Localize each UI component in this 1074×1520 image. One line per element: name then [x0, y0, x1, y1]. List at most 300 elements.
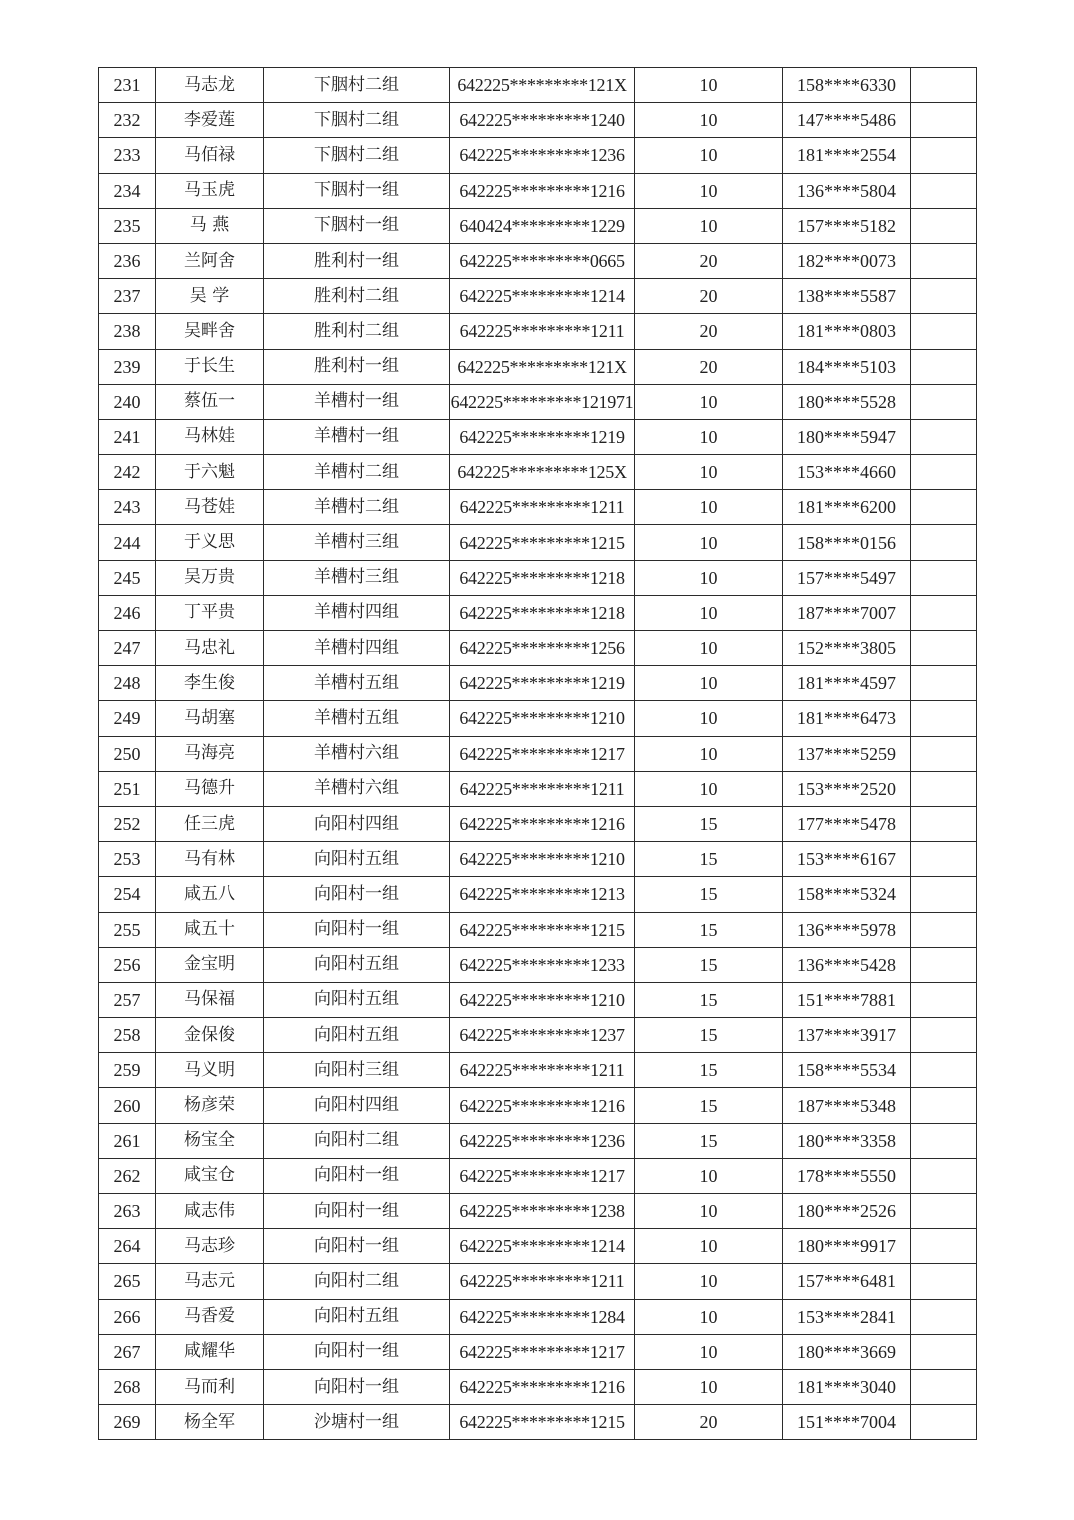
- row-number-cell: 242: [99, 455, 156, 490]
- village-group-cell: 向阳村一组: [264, 1229, 450, 1264]
- phone-number-cell: 136****5428: [783, 947, 911, 982]
- amount-cell: 15: [635, 1018, 783, 1053]
- village-group-cell: 羊槽村六组: [264, 771, 450, 806]
- row-number-cell: 238: [99, 314, 156, 349]
- village-group-cell: 下胭村二组: [264, 103, 450, 138]
- person-name-cell: 马保福: [156, 982, 264, 1017]
- amount-cell: 10: [635, 490, 783, 525]
- person-name-cell: 马志珍: [156, 1229, 264, 1264]
- id-number-cell: 642225*********1216: [450, 1369, 635, 1404]
- remark-cell: [911, 1405, 977, 1440]
- village-group-cell: 胜利村一组: [264, 349, 450, 384]
- table-row: [99, 1123, 977, 1158]
- remark-cell: [911, 736, 977, 771]
- village-group-cell: 向阳村一组: [264, 1369, 450, 1404]
- phone-number-cell: 136****5978: [783, 912, 911, 947]
- id-number-cell: 642225*********1233: [450, 947, 635, 982]
- table-row: [99, 1194, 977, 1229]
- person-name-cell: 马德升: [156, 771, 264, 806]
- village-group-cell: 胜利村二组: [264, 279, 450, 314]
- table-row: [99, 279, 977, 314]
- table-row: [99, 560, 977, 595]
- amount-cell: 20: [635, 1405, 783, 1440]
- row-number-cell: 262: [99, 1158, 156, 1193]
- amount-cell: 10: [635, 68, 783, 103]
- village-group-cell: 羊槽村三组: [264, 525, 450, 560]
- person-name-cell: 于六魁: [156, 455, 264, 490]
- table-row: [99, 1053, 977, 1088]
- amount-cell: 10: [635, 666, 783, 701]
- table-row: [99, 208, 977, 243]
- row-number-cell: 236: [99, 243, 156, 278]
- id-number-cell: 642225*********1218: [450, 595, 635, 630]
- phone-number-cell: 158****5324: [783, 877, 911, 912]
- remark-cell: [911, 279, 977, 314]
- village-group-cell: 羊槽村五组: [264, 701, 450, 736]
- table-row: [99, 173, 977, 208]
- id-number-cell: 642225*********1236: [450, 1123, 635, 1158]
- phone-number-cell: 181****6200: [783, 490, 911, 525]
- phone-number-cell: 180****3358: [783, 1123, 911, 1158]
- phone-number-cell: 178****5550: [783, 1158, 911, 1193]
- roster-table: [98, 67, 977, 1440]
- remark-cell: [911, 349, 977, 384]
- remark-cell: [911, 771, 977, 806]
- remark-cell: [911, 243, 977, 278]
- remark-cell: [911, 806, 977, 841]
- table-row: [99, 138, 977, 173]
- remark-cell: [911, 1158, 977, 1193]
- remark-cell: [911, 384, 977, 419]
- village-group-cell: 向阳村五组: [264, 947, 450, 982]
- phone-number-cell: 137****5259: [783, 736, 911, 771]
- phone-number-cell: 187****5348: [783, 1088, 911, 1123]
- remark-cell: [911, 912, 977, 947]
- remark-cell: [911, 666, 977, 701]
- row-number-cell: 268: [99, 1369, 156, 1404]
- remark-cell: [911, 1229, 977, 1264]
- row-number-cell: 244: [99, 525, 156, 560]
- row-number-cell: 232: [99, 103, 156, 138]
- person-name-cell: 蔡伍一: [156, 384, 264, 419]
- id-number-cell: 642225*********1240: [450, 103, 635, 138]
- phone-number-cell: 181****0803: [783, 314, 911, 349]
- amount-cell: 20: [635, 314, 783, 349]
- phone-number-cell: 153****6167: [783, 842, 911, 877]
- row-number-cell: 247: [99, 631, 156, 666]
- person-name-cell: 马海亮: [156, 736, 264, 771]
- id-number-cell: 642225*********1211: [450, 771, 635, 806]
- id-number-cell: 642225*********1210: [450, 982, 635, 1017]
- remark-cell: [911, 842, 977, 877]
- table-row: [99, 1088, 977, 1123]
- amount-cell: 10: [635, 173, 783, 208]
- row-number-cell: 256: [99, 947, 156, 982]
- amount-cell: 10: [635, 1158, 783, 1193]
- row-number-cell: 259: [99, 1053, 156, 1088]
- table-row: [99, 1018, 977, 1053]
- phone-number-cell: 158****5534: [783, 1053, 911, 1088]
- table-row: [99, 349, 977, 384]
- amount-cell: 10: [635, 560, 783, 595]
- phone-number-cell: 184****5103: [783, 349, 911, 384]
- amount-cell: 10: [635, 1194, 783, 1229]
- row-number-cell: 243: [99, 490, 156, 525]
- amount-cell: 20: [635, 243, 783, 278]
- amount-cell: 10: [635, 384, 783, 419]
- row-number-cell: 248: [99, 666, 156, 701]
- row-number-cell: 263: [99, 1194, 156, 1229]
- table-row: [99, 595, 977, 630]
- amount-cell: 15: [635, 806, 783, 841]
- id-number-cell: 642225*********1284: [450, 1299, 635, 1334]
- id-number-cell: 642225*********1216: [450, 173, 635, 208]
- village-group-cell: 向阳村五组: [264, 982, 450, 1017]
- person-name-cell: 咸宝仓: [156, 1158, 264, 1193]
- village-group-cell: 羊槽村一组: [264, 384, 450, 419]
- amount-cell: 15: [635, 842, 783, 877]
- phone-number-cell: 180****5528: [783, 384, 911, 419]
- remark-cell: [911, 1053, 977, 1088]
- remark-cell: [911, 490, 977, 525]
- person-name-cell: 马而利: [156, 1369, 264, 1404]
- row-number-cell: 252: [99, 806, 156, 841]
- phone-number-cell: 187****7007: [783, 595, 911, 630]
- row-number-cell: 253: [99, 842, 156, 877]
- remark-cell: [911, 1123, 977, 1158]
- remark-cell: [911, 208, 977, 243]
- village-group-cell: 向阳村一组: [264, 1334, 450, 1369]
- person-name-cell: 咸耀华: [156, 1334, 264, 1369]
- table-row: [99, 771, 977, 806]
- village-group-cell: 羊槽村二组: [264, 455, 450, 490]
- remark-cell: [911, 1369, 977, 1404]
- id-number-cell: 642225*********1214: [450, 279, 635, 314]
- row-number-cell: 234: [99, 173, 156, 208]
- person-name-cell: 吴 学: [156, 279, 264, 314]
- id-number-cell: 642225*********1218: [450, 560, 635, 595]
- village-group-cell: 胜利村一组: [264, 243, 450, 278]
- table-row: [99, 947, 977, 982]
- person-name-cell: 任三虎: [156, 806, 264, 841]
- person-name-cell: 马有林: [156, 842, 264, 877]
- village-group-cell: 向阳村五组: [264, 1299, 450, 1334]
- phone-number-cell: 136****5804: [783, 173, 911, 208]
- village-group-cell: 羊槽村一组: [264, 419, 450, 454]
- phone-number-cell: 181****4597: [783, 666, 911, 701]
- person-name-cell: 马志龙: [156, 68, 264, 103]
- phone-number-cell: 138****5587: [783, 279, 911, 314]
- person-name-cell: 兰阿舍: [156, 243, 264, 278]
- remark-cell: [911, 1334, 977, 1369]
- person-name-cell: 吴万贵: [156, 560, 264, 595]
- row-number-cell: 231: [99, 68, 156, 103]
- amount-cell: 15: [635, 912, 783, 947]
- id-number-cell: 642225*********1217: [450, 1334, 635, 1369]
- phone-number-cell: 137****3917: [783, 1018, 911, 1053]
- id-number-cell: 642225*********1215: [450, 1405, 635, 1440]
- village-group-cell: 沙塘村一组: [264, 1405, 450, 1440]
- table-row: [99, 455, 977, 490]
- table-row: [99, 243, 977, 278]
- remark-cell: [911, 173, 977, 208]
- row-number-cell: 264: [99, 1229, 156, 1264]
- remark-cell: [911, 947, 977, 982]
- person-name-cell: 于义思: [156, 525, 264, 560]
- phone-number-cell: 181****2554: [783, 138, 911, 173]
- village-group-cell: 向阳村五组: [264, 842, 450, 877]
- id-number-cell: 642225*********1213: [450, 877, 635, 912]
- village-group-cell: 下胭村二组: [264, 138, 450, 173]
- remark-cell: [911, 138, 977, 173]
- amount-cell: 10: [635, 736, 783, 771]
- remark-cell: [911, 68, 977, 103]
- person-name-cell: 马苍娃: [156, 490, 264, 525]
- remark-cell: [911, 1264, 977, 1299]
- remark-cell: [911, 1194, 977, 1229]
- row-number-cell: 237: [99, 279, 156, 314]
- person-name-cell: 吴畔舍: [156, 314, 264, 349]
- table-row: [99, 1264, 977, 1299]
- amount-cell: 10: [635, 701, 783, 736]
- table-row: [99, 666, 977, 701]
- row-number-cell: 239: [99, 349, 156, 384]
- table-row: [99, 384, 977, 419]
- remark-cell: [911, 595, 977, 630]
- phone-number-cell: 157****6481: [783, 1264, 911, 1299]
- amount-cell: 10: [635, 771, 783, 806]
- table-row: [99, 419, 977, 454]
- phone-number-cell: 151****7004: [783, 1405, 911, 1440]
- table-row: [99, 736, 977, 771]
- person-name-cell: 马义明: [156, 1053, 264, 1088]
- village-group-cell: 向阳村一组: [264, 1158, 450, 1193]
- phone-number-cell: 180****9917: [783, 1229, 911, 1264]
- phone-number-cell: 147****5486: [783, 103, 911, 138]
- remark-cell: [911, 560, 977, 595]
- amount-cell: 20: [635, 279, 783, 314]
- phone-number-cell: 157****5182: [783, 208, 911, 243]
- person-name-cell: 杨彦荣: [156, 1088, 264, 1123]
- row-number-cell: 269: [99, 1405, 156, 1440]
- village-group-cell: 向阳村一组: [264, 1194, 450, 1229]
- village-group-cell: 羊槽村二组: [264, 490, 450, 525]
- remark-cell: [911, 525, 977, 560]
- id-number-cell: 642225*********1215: [450, 912, 635, 947]
- village-group-cell: 向阳村四组: [264, 1088, 450, 1123]
- remark-cell: [911, 314, 977, 349]
- table-row: [99, 1334, 977, 1369]
- phone-number-cell: 180****3669: [783, 1334, 911, 1369]
- person-name-cell: 金保俊: [156, 1018, 264, 1053]
- village-group-cell: 羊槽村四组: [264, 631, 450, 666]
- row-number-cell: 235: [99, 208, 156, 243]
- table-row: [99, 701, 977, 736]
- amount-cell: 10: [635, 595, 783, 630]
- remark-cell: [911, 1018, 977, 1053]
- id-number-cell: 642225*********1256: [450, 631, 635, 666]
- row-number-cell: 266: [99, 1299, 156, 1334]
- phone-number-cell: 180****5947: [783, 419, 911, 454]
- row-number-cell: 249: [99, 701, 156, 736]
- id-number-cell: 642225*********1211: [450, 490, 635, 525]
- id-number-cell: 642225*********1214: [450, 1229, 635, 1264]
- id-number-cell: 642225*********1210: [450, 701, 635, 736]
- phone-number-cell: 153****2520: [783, 771, 911, 806]
- remark-cell: [911, 419, 977, 454]
- amount-cell: 10: [635, 1264, 783, 1299]
- id-number-cell: 642225*********1219: [450, 666, 635, 701]
- amount-cell: 10: [635, 1299, 783, 1334]
- phone-number-cell: 177****5478: [783, 806, 911, 841]
- table-row: [99, 877, 977, 912]
- village-group-cell: 胜利村二组: [264, 314, 450, 349]
- row-number-cell: 254: [99, 877, 156, 912]
- id-number-cell: 642225*********1216: [450, 1088, 635, 1123]
- table-row: [99, 525, 977, 560]
- village-group-cell: 羊槽村六组: [264, 736, 450, 771]
- person-name-cell: 咸志伟: [156, 1194, 264, 1229]
- id-number-cell: 642225*********1210: [450, 842, 635, 877]
- id-number-cell: 642225*********125X: [450, 455, 635, 490]
- amount-cell: 15: [635, 1053, 783, 1088]
- remark-cell: [911, 455, 977, 490]
- phone-number-cell: 153****4660: [783, 455, 911, 490]
- remark-cell: [911, 103, 977, 138]
- table-row: [99, 68, 977, 103]
- table-row: [99, 1369, 977, 1404]
- table-row: [99, 631, 977, 666]
- table-row: [99, 982, 977, 1017]
- id-number-cell: 642225*********1237: [450, 1018, 635, 1053]
- row-number-cell: 255: [99, 912, 156, 947]
- table-row: [99, 1158, 977, 1193]
- table-row: [99, 490, 977, 525]
- phone-number-cell: 157****5497: [783, 560, 911, 595]
- id-number-cell: 642225*********121X: [450, 68, 635, 103]
- table-row: [99, 842, 977, 877]
- village-group-cell: 羊槽村四组: [264, 595, 450, 630]
- remark-cell: [911, 631, 977, 666]
- table-row: [99, 1405, 977, 1440]
- remark-cell: [911, 701, 977, 736]
- phone-number-cell: 153****2841: [783, 1299, 911, 1334]
- id-number-cell: 642225*********1215: [450, 525, 635, 560]
- phone-number-cell: 180****2526: [783, 1194, 911, 1229]
- village-group-cell: 向阳村一组: [264, 912, 450, 947]
- village-group-cell: 向阳村一组: [264, 877, 450, 912]
- remark-cell: [911, 982, 977, 1017]
- id-number-cell: 642225*********1217: [450, 1158, 635, 1193]
- village-group-cell: 向阳村二组: [264, 1264, 450, 1299]
- phone-number-cell: 151****7881: [783, 982, 911, 1017]
- amount-cell: 10: [635, 1334, 783, 1369]
- amount-cell: 10: [635, 419, 783, 454]
- person-name-cell: 马香爱: [156, 1299, 264, 1334]
- row-number-cell: 267: [99, 1334, 156, 1369]
- amount-cell: 10: [635, 208, 783, 243]
- phone-number-cell: 158****0156: [783, 525, 911, 560]
- row-number-cell: 257: [99, 982, 156, 1017]
- amount-cell: 10: [635, 631, 783, 666]
- row-number-cell: 250: [99, 736, 156, 771]
- amount-cell: 10: [635, 1369, 783, 1404]
- id-number-cell: 642225*********1211: [450, 1053, 635, 1088]
- id-number-cell: 642225*********121971: [450, 384, 635, 419]
- remark-cell: [911, 1088, 977, 1123]
- person-name-cell: 杨全军: [156, 1405, 264, 1440]
- id-number-cell: 642225*********1236: [450, 138, 635, 173]
- person-name-cell: 马胡塞: [156, 701, 264, 736]
- person-name-cell: 马玉虎: [156, 173, 264, 208]
- village-group-cell: 向阳村四组: [264, 806, 450, 841]
- row-number-cell: 260: [99, 1088, 156, 1123]
- table-row: [99, 103, 977, 138]
- person-name-cell: 马志元: [156, 1264, 264, 1299]
- amount-cell: 15: [635, 982, 783, 1017]
- person-name-cell: 咸五八: [156, 877, 264, 912]
- row-number-cell: 246: [99, 595, 156, 630]
- id-number-cell: 642225*********1217: [450, 736, 635, 771]
- person-name-cell: 杨宝全: [156, 1123, 264, 1158]
- person-name-cell: 李爱莲: [156, 103, 264, 138]
- row-number-cell: 261: [99, 1123, 156, 1158]
- table-row: [99, 806, 977, 841]
- amount-cell: 10: [635, 138, 783, 173]
- village-group-cell: 下胭村一组: [264, 173, 450, 208]
- id-number-cell: 642225*********1219: [450, 419, 635, 454]
- person-name-cell: 于长生: [156, 349, 264, 384]
- person-name-cell: 金宝明: [156, 947, 264, 982]
- phone-number-cell: 181****6473: [783, 701, 911, 736]
- phone-number-cell: 181****3040: [783, 1369, 911, 1404]
- id-number-cell: 642225*********121X: [450, 349, 635, 384]
- amount-cell: 15: [635, 1088, 783, 1123]
- amount-cell: 10: [635, 1229, 783, 1264]
- village-group-cell: 下胭村一组: [264, 208, 450, 243]
- id-number-cell: 642225*********1238: [450, 1194, 635, 1229]
- phone-number-cell: 158****6330: [783, 68, 911, 103]
- id-number-cell: 642225*********0665: [450, 243, 635, 278]
- id-number-cell: 642225*********1216: [450, 806, 635, 841]
- row-number-cell: 265: [99, 1264, 156, 1299]
- row-number-cell: 251: [99, 771, 156, 806]
- village-group-cell: 下胭村二组: [264, 68, 450, 103]
- amount-cell: 10: [635, 525, 783, 560]
- remark-cell: [911, 1299, 977, 1334]
- village-group-cell: 羊槽村三组: [264, 560, 450, 595]
- amount-cell: 15: [635, 947, 783, 982]
- id-number-cell: 640424*********1229: [450, 208, 635, 243]
- id-number-cell: 642225*********1211: [450, 314, 635, 349]
- amount-cell: 20: [635, 349, 783, 384]
- person-name-cell: 李生俊: [156, 666, 264, 701]
- person-name-cell: 丁平贵: [156, 595, 264, 630]
- table-row: [99, 314, 977, 349]
- row-number-cell: 233: [99, 138, 156, 173]
- person-name-cell: 马佰禄: [156, 138, 264, 173]
- remark-cell: [911, 877, 977, 912]
- village-group-cell: 向阳村二组: [264, 1123, 450, 1158]
- amount-cell: 10: [635, 103, 783, 138]
- person-name-cell: 马忠礼: [156, 631, 264, 666]
- table-row: [99, 1229, 977, 1264]
- village-group-cell: 羊槽村五组: [264, 666, 450, 701]
- phone-number-cell: 182****0073: [783, 243, 911, 278]
- village-group-cell: 向阳村三组: [264, 1053, 450, 1088]
- row-number-cell: 245: [99, 560, 156, 595]
- id-number-cell: 642225*********1211: [450, 1264, 635, 1299]
